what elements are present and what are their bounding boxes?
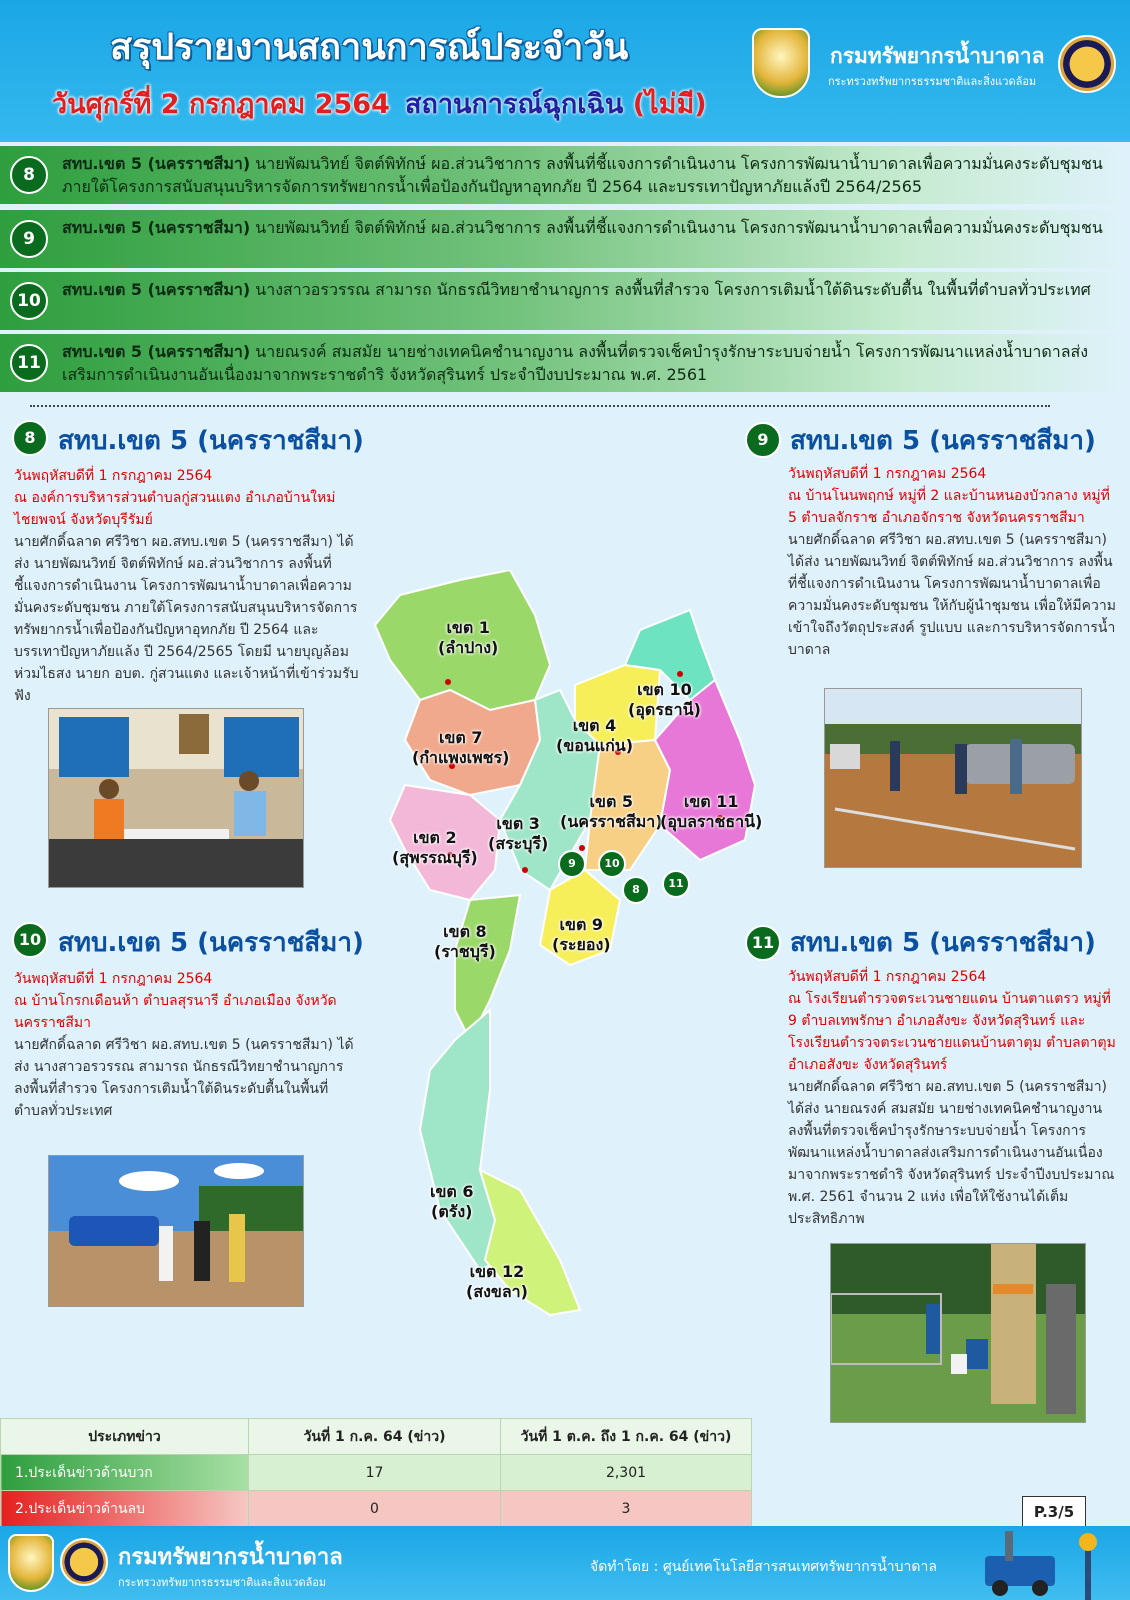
section-body: นายศักดิ์ฉลาด ศรีวิชา ผอ.สทบ.เขต 5 (นครราชสีมา) ได้ส่ง นายณรงค์ สมสมัย นายช่างเทคนิคชำนาญงาน ลงพื้นที่ตรวจเช็คบำรุงรักษาระบบจ่ายน้ำ โครงการพัฒนาแหล่งน้ำบาดาลส่งเสริมการดำเนินงานอันเนื่องมาจากพระราชดำริ จังหวัดสุรินทร์ ประจำปีงบประมาณ พ.ศ. 2561 จำนวน 2 แห่ง เพื่อให้ใช้งานได้เต็มประสิทธิภาพ	[788, 1079, 1115, 1227]
table-row-negative	[1, 1491, 752, 1527]
bar-number: 11	[10, 344, 48, 382]
table-header-row	[1, 1419, 752, 1455]
emergency-value: (ไม่มี)	[632, 89, 707, 120]
emergency-label: สถานการณ์ฉุกเฉิน	[405, 89, 624, 120]
map-marker-9: 9	[558, 850, 586, 878]
ministry-crest-icon	[8, 1534, 54, 1592]
bar-text: สทบ.เขต 5 (นครราชสีมา) นายณรงค์ สมสมัย นายช่างเทคนิคชำนาญงาน ลงพื้นที่ตรวจเช็คบำรุงรักษาระบบจ่ายน้ำ โครงการพัฒนาแหล่งน้ำบาดาลส่งเสริมการดำเนินงานอันเนื่องมาจากพระราชดำริ จังหวัดสุรินทร์ ประจำปีงบประมาณ พ.ศ. 2561	[62, 342, 1089, 384]
map-region-label: เขต 2 (สุพรรณบุรี)	[392, 828, 478, 867]
footer-credit: จัดทำโดย : ศูนย์เทคโนโลยีสารสนเทศทรัพยากรน้ำบาดาล	[590, 1559, 937, 1575]
section-title: สทบ.เขต 5 (นครราชสีมา)	[790, 426, 1096, 456]
map-shapes	[360, 570, 780, 1350]
table-row-positive	[1, 1455, 752, 1491]
report-date: วันศุกร์ที่ 2 กรกฎาคม 2564	[52, 89, 390, 120]
org-ministry: กระทรวงทรัพยากรธรรมชาติและสิ่งแวดล้อม	[828, 75, 1037, 88]
footer-org-name: กรมทรัพยากรน้ำบาดาล	[118, 1545, 343, 1570]
table-cell: 1.ประเด็นข่าวด้านบวก	[1, 1455, 249, 1491]
summary-bar	[0, 146, 1130, 204]
photo-site-visit	[824, 688, 1082, 868]
section-date: วันพฤหัสบดีที่ 1 กรกฎาคม 2564	[14, 971, 213, 987]
bar-number: 9	[10, 220, 48, 258]
summary-bar	[0, 334, 1130, 392]
org-name: กรมทรัพยากรน้ำบาดาล	[830, 44, 1045, 68]
section-date: วันพฤหัสบดีที่ 1 กรกฎาคม 2564	[14, 468, 213, 484]
map-region-label: เขต 8 (ราชบุรี)	[434, 922, 496, 961]
map-marker-10: 10	[598, 850, 626, 878]
bar-text: สทบ.เขต 5 (นครราชสีมา) นางสาวอรวรรณ สามารถ นักธรณีวิทยาชำนาญการ ลงพื้นที่สำรวจ โครงการเติมน้ำใต้ดินระดับตื้น ในพื้นที่ตำบลทั่วประเทศ	[62, 280, 1091, 299]
section-number: 8	[12, 420, 48, 456]
map-region-label: เขต 1 (ลำปาง)	[438, 618, 499, 657]
bar-number: 10	[10, 282, 48, 320]
table-cell: 17	[249, 1455, 501, 1491]
section-number: 10	[12, 922, 48, 958]
marker-saraburi	[522, 867, 528, 873]
map-region-label: เขต 4 (ขอนแก่น)	[556, 716, 634, 755]
header	[0, 0, 1130, 142]
map-marker-8: 8	[622, 876, 650, 904]
thailand-region-map	[360, 570, 780, 1350]
department-seal-icon	[1058, 35, 1116, 93]
ministry-crest-icon	[752, 28, 810, 98]
map-marker-11: 11	[662, 870, 690, 898]
section-number: 9	[745, 422, 781, 458]
table-cell: 3	[501, 1491, 752, 1527]
table-header: ประเภทข่าว	[1, 1419, 249, 1455]
photo-maintenance	[830, 1243, 1086, 1423]
photo-survey	[48, 1155, 304, 1307]
bar-text: สทบ.เขต 5 (นครราชสีมา) นายพัฒนวิทย์ จิตต์พิทักษ์ ผอ.ส่วนวิชาการ ลงพื้นที่ชี้แจงการดำเนินงาน โครงการพัฒนาน้ำบาดาลเพื่อความมั่นคงระดับชุมชน ภายใต้โครงการสนับสนุนบริหารจัดการทรัพยากรน้ำเพื่อป้องกันปัญหาอุทกภัย ปี 2564 และบรรเทาปัญหาภัยแล้งปี 2564/2565	[62, 154, 1103, 196]
footer	[0, 1526, 1130, 1600]
drilling-truck-icon	[975, 1526, 1115, 1600]
section-place: ณ องค์การบริหารส่วนตำบลกู่สวนแตง อำเภอบ้านใหม่ไชยพจน์ จังหวัดบุรีรัมย์	[14, 490, 336, 528]
table-cell: 0	[249, 1491, 501, 1527]
map-region-label: เขต 7 (กำแพงเพชร)	[412, 728, 510, 767]
map-region-label: เขต 9 (ระยอง)	[552, 915, 611, 954]
news-stats-table	[0, 1418, 752, 1527]
page-number: P.3/5	[1022, 1496, 1086, 1528]
section-place: ณ บ้านโกรกเดือนห้า ตำบลสุรนารี อำเภอเมือง จังหวัดนครราชสีมา	[14, 993, 337, 1031]
section-body: นายศักดิ์ฉลาด ศรีวิชา ผอ.สทบ.เขต 5 (นครราชสีมา) ได้ส่ง นางสาวอรวรรณ สามารถ นักธรณีวิทยาชำนาญการ ลงพื้นที่สำรวจ โครงการเติมน้ำใต้ดินระดับตื้นในพื้นที่ตำบลทั่วประเทศ	[14, 1037, 354, 1119]
section-place: ณ โรงเรียนตำรวจตระเวนชายแดน บ้านตาแตรว หมู่ที่ 9 ตำบลเทพรักษา อำเภอสังขะ จังหวัดสุรินทร์ และโรงเรียนตำรวจตระเวนชายแดนบ้านตาตุม ตำบลตาตุม อำเภอสังขะ จังหวัดสุรินทร์	[788, 991, 1116, 1073]
section-title: สทบ.เขต 5 (นครราชสีมา)	[790, 928, 1096, 958]
section-title: สทบ.เขต 5 (นครราชสีมา)	[58, 928, 364, 958]
table-cell: 2,301	[501, 1455, 752, 1491]
summary-bar	[0, 272, 1130, 330]
emergency-status	[405, 82, 707, 125]
section-body: นายศักดิ์ฉลาด ศรีวิชา ผอ.สทบ.เขต 5 (นครราชสีมา) ได้ส่ง นายพัฒนวิทย์ จิตต์พิทักษ์ ผอ.ส่วนวิชาการ ลงพื้นที่ชี้แจงการดำเนินงาน โครงการพัฒนาน้ำบาดาลเพื่อความมั่นคงระดับชุมชน ภายใต้โครงการสนับสนุนบริหารจัดการทรัพยากรน้ำเพื่อป้องกันปัญหาอุทกภัย ปี 2564 และบรรเทาปัญหาภัยแล้ง ปี 2564/2565 โดยมี นายบุญล้อม ห่วมไธสง นายก อบต. กู่สวนแตง และเจ้าหน้าที่เข้าร่วมรับฟัง	[14, 534, 359, 704]
table-header: วันที่ 1 ต.ค. ถึง 1 ก.ค. 64 (ข่าว)	[501, 1419, 752, 1455]
department-seal-icon	[60, 1538, 108, 1586]
map-region-label: เขต 11 (อุบลราชธานี)	[660, 792, 763, 831]
table-header: วันที่ 1 ก.ค. 64 (ข่าว)	[249, 1419, 501, 1455]
map-region-label: เขต 3 (สระบุรี)	[488, 814, 549, 853]
marker-korat	[579, 845, 585, 851]
map-region-label: เขต 12 (สงขลา)	[466, 1262, 528, 1301]
photo-meeting	[48, 708, 304, 888]
marker-udon	[677, 671, 683, 677]
section-title: สทบ.เขต 5 (นครราชสีมา)	[58, 426, 364, 456]
page-title: สรุปรายงานสถานการณ์ประจำวัน	[110, 27, 629, 68]
divider	[30, 405, 1050, 407]
map-region-label: เขต 6 (ตรัง)	[430, 1182, 474, 1221]
table-cell: 2.ประเด็นข่าวด้านลบ	[1, 1491, 249, 1527]
map-region-label: เขต 5 (นครราชสีมา)	[560, 792, 663, 831]
section-date: วันพฤหัสบดีที่ 1 กรกฎาคม 2564	[788, 969, 987, 985]
section-date: วันพฤหัสบดีที่ 1 กรกฎาคม 2564	[788, 466, 987, 482]
marker-lampang	[445, 679, 451, 685]
footer-org-ministry: กระทรวงทรัพยากรธรรมชาติและสิ่งแวดล้อม	[118, 1576, 327, 1589]
bar-text: สทบ.เขต 5 (นครราชสีมา) นายพัฒนวิทย์ จิตต์พิทักษ์ ผอ.ส่วนวิชาการ ลงพื้นที่ชี้แจงการดำเนินงาน โครงการพัฒนาน้ำบาดาลเพื่อความมั่นคงระดับชุมชน	[62, 218, 1103, 237]
section-number: 11	[745, 925, 781, 961]
bar-number: 8	[10, 156, 48, 194]
map-region-label: เขต 10 (อุดรธานี)	[628, 680, 701, 719]
summary-bar	[0, 210, 1130, 268]
section-body: นายศักดิ์ฉลาด ศรีวิชา ผอ.สทบ.เขต 5 (นครราชสีมา) ได้ส่ง นายพัฒนวิทย์ จิตต์พิทักษ์ ผอ.ส่วนวิชาการ ลงพื้นที่ชี้แจงการดำเนินงาน โครงการพัฒนาน้ำบาดาลเพื่อความมั่นคงระดับชุมชน ให้กับผู้นำชุมชน เพื่อให้มีความเข้าใจถึงวัตถุประสงค์ รูปแบบ และการบริหารจัดการน้ำบาดาล	[788, 532, 1116, 658]
section-place: ณ บ้านโนนพฤกษ์ หมู่ที่ 2 และบ้านหนองบัวกลาง หมู่ที่ 5 ตำบลจักราช อำเภอจักราช จังหวัดนครราชสีมา	[788, 488, 1110, 526]
